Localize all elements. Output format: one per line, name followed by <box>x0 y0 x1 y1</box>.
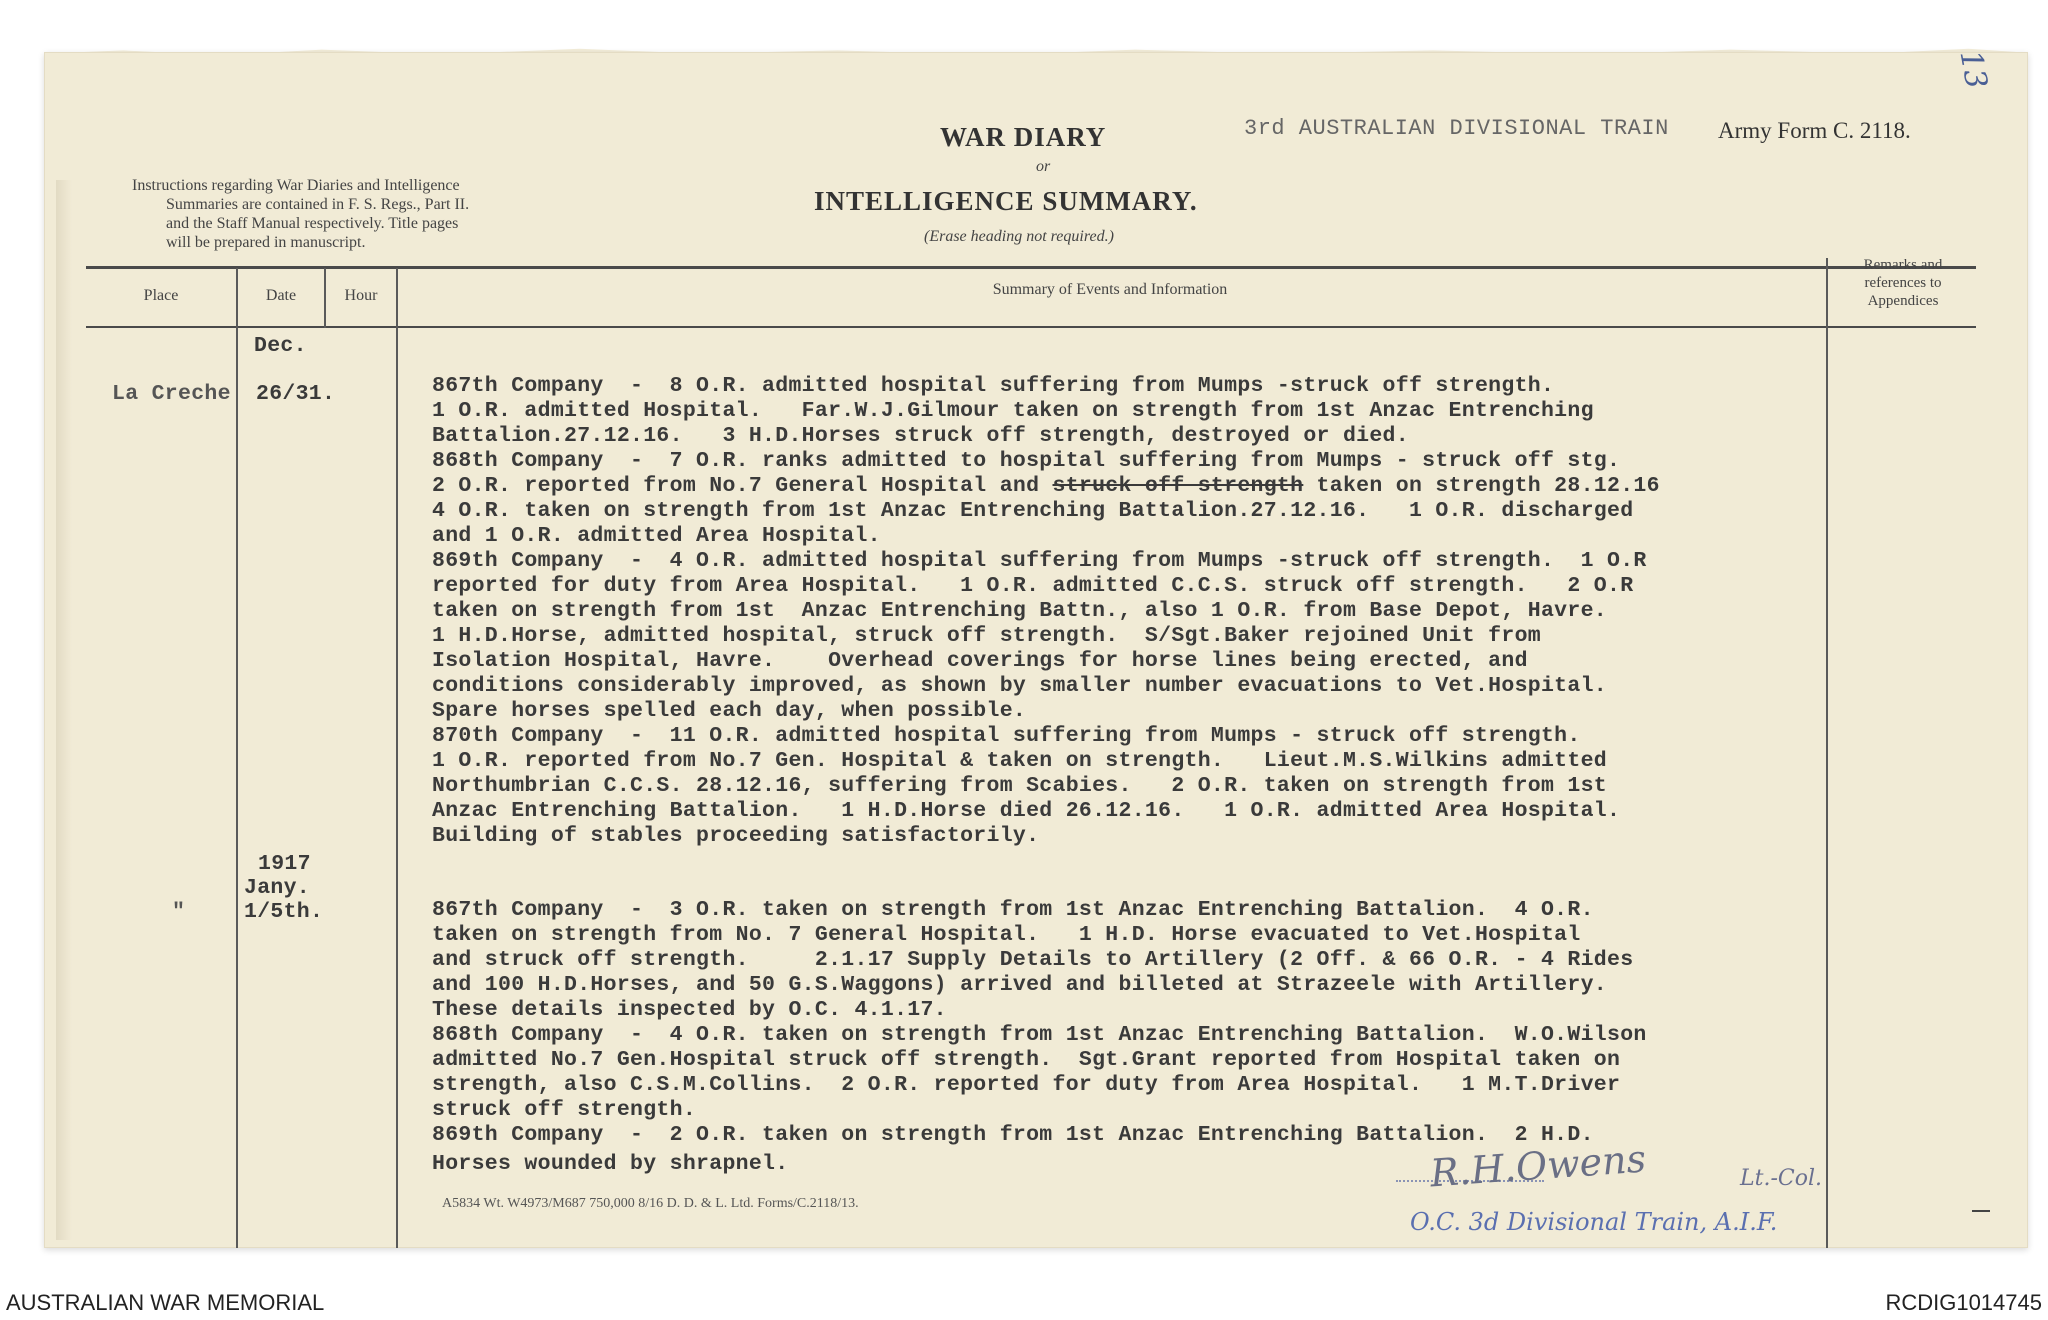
remarks-header-line: Remarks and <box>1863 257 1943 273</box>
diary-line: conditions considerably improved, as shown by smaller number evacuations to Vet.Hospital. <box>432 674 1607 698</box>
summary-block-january <box>432 898 1647 1177</box>
diary-line: 867th Company - 3 O.R. taken on strength from 1st Anzac Entrenching Battalion. 4 O.R. <box>432 898 1594 922</box>
form-print-line: A5834 Wt. W4973/M687 750,000 8/16 D. D. & L. Ltd. Forms/C.2118/13. <box>442 1196 859 1211</box>
diary-line: and 1 O.R. admitted Area Hospital. <box>432 524 881 548</box>
diary-line: struck off strength. <box>432 1098 697 1122</box>
archive-caption-left: AUSTRALIAN WAR MEMORIAL <box>6 1290 325 1315</box>
diary-line: 4 O.R. taken on strength from 1st Anzac Entrenching Battalion.27.12.16. 1 O.R. discharged <box>432 499 1634 523</box>
column-header-summary: Summary of Events and Information <box>992 281 1228 298</box>
signature: R.H.Owens <box>1428 1136 1648 1196</box>
diary-line: Spare horses spelled each day, when possible. <box>432 699 1027 723</box>
place-la-creche: La Creche <box>112 382 231 406</box>
date-year-1917: 1917 <box>258 852 311 876</box>
diary-line: and struck off strength. 2.1.17 Supply Details to Artillery (2 Off. & 66 O.R. - 4 Rides <box>432 948 1634 972</box>
signature-rank: Lt.-Col. <box>1740 1166 1822 1191</box>
summary-block-december <box>432 374 1660 849</box>
diary-line: Isolation Hospital, Havre. Overhead coverings for horse lines being erected, and <box>432 649 1528 673</box>
date-month-jany: Jany. <box>244 876 311 900</box>
diary-line: strength, also C.S.M.Collins. 2 O.R. reported for duty from Area Hospital. 1 M.T.Driver <box>432 1073 1621 1097</box>
signature-stamp: O.C. 3d Divisional Train, A.I.F. <box>1410 1208 1778 1236</box>
diary-line: admitted No.7 Gen.Hospital struck off strength. Sgt.Grant reported from Hospital taken on <box>432 1048 1621 1072</box>
diary-line: Anzac Entrenching Battalion. 1 H.D.Horse died 26.12.16. 1 O.R. admitted Area Hospital. <box>432 799 1621 823</box>
diary-line: Battalion.27.12.16. 3 H.D.Horses struck off strength, destroyed or died. <box>432 424 1409 448</box>
archive-caption-right: RCDIG1014745 <box>1885 1290 2042 1315</box>
diary-line <box>432 474 1660 499</box>
instructions-line: and the Staff Manual respectively. Title pages <box>166 215 459 232</box>
unit-stamp: 3rd AUSTRALIAN DIVISIONAL TRAIN <box>1244 116 1669 141</box>
column-divider <box>236 268 238 1248</box>
diary-line: Building of stables proceeding satisfactorily. <box>432 824 1040 848</box>
diary-line-end: taken on strength 28.12.16 <box>1303 474 1660 498</box>
diary-line: 870th Company - 11 O.R. admitted hospital suffering from Mumps - struck off strength. <box>432 724 1581 748</box>
column-divider <box>396 268 398 1248</box>
page-shadow <box>56 180 72 1240</box>
diary-line: 1 H.D.Horse, admitted hospital, struck off strength. S/Sgt.Baker rejoined Unit from <box>432 624 1541 648</box>
diary-line: Northumbrian C.C.S. 28.12.16, suffering from Scabies. 2 O.R. taken on strength from 1st <box>432 774 1607 798</box>
diary-line: reported for duty from Area Hospital. 1 O.R. admitted C.C.S. struck off strength. 2 O.R <box>432 574 1634 598</box>
diary-line: Horses wounded by shrapnel. <box>432 1152 789 1176</box>
remarks-header-line: references to <box>1864 275 1942 291</box>
column-divider <box>324 268 326 328</box>
diary-line: 867th Company - 8 O.R. admitted hospital suffering from Mumps -struck off strength. <box>432 374 1555 398</box>
diary-line: 1 O.R. admitted Hospital. Far.W.J.Gilmour taken on strength from 1st Anzac Entrenching <box>432 399 1594 423</box>
margin-tick-mark <box>1972 1210 1990 1212</box>
instructions-block <box>132 176 592 252</box>
remarks-header-line: Appendices <box>1867 293 1939 309</box>
army-form-label: Army Form C. 2118. <box>1718 118 1911 143</box>
date-range-1: 26/31. <box>256 382 336 406</box>
place-ditto: " <box>172 900 186 924</box>
instructions-line: will be prepared in manuscript. <box>166 234 366 251</box>
diary-line: and 100 H.D.Horses, and 50 G.S.Waggons) arrived and billeted at Strazeele with Artillery. <box>432 973 1607 997</box>
table-header-rule <box>86 326 1976 328</box>
table-top-rule <box>86 266 1976 269</box>
page-number-mark: 13 <box>1952 47 1994 92</box>
form-title-war-diary: WAR DIARY <box>940 122 1107 152</box>
diary-line: 1 O.R. reported from No.7 Gen. Hospital & taken on strength. Lieut.M.S.Wilkins admitted <box>432 749 1607 773</box>
diary-line-start: 2 O.R. reported from No.7 General Hospital and <box>432 474 1053 498</box>
column-header-date: Date <box>265 287 297 304</box>
diary-line: 869th Company - 4 O.R. admitted hospital suffering from Mumps -struck off strength. 1 O.R <box>432 549 1647 573</box>
date-month-dec: Dec. <box>254 334 307 358</box>
diary-line: taken on strength from No. 7 General Hospital. 1 H.D. Horse evacuated to Vet.Hospital <box>432 923 1581 947</box>
column-header-hour: Hour <box>344 287 378 304</box>
diary-line: These details inspected by O.C. 4.1.17. <box>432 998 947 1022</box>
column-header-remarks <box>1830 256 1976 310</box>
diary-line: 868th Company - 7 O.R. ranks admitted to hospital suffering from Mumps - struck off stg. <box>432 449 1621 473</box>
form-title-intelligence-summary: INTELLIGENCE SUMMARY. <box>814 186 1198 216</box>
date-range-2: 1/5th. <box>244 900 324 924</box>
column-divider <box>1826 258 1828 1248</box>
column-header-place: Place <box>143 287 179 304</box>
form-title-or: or <box>1036 158 1051 175</box>
diary-line: 869th Company - 2 O.R. taken on strength from 1st Anzac Entrenching Battalion. 2 H.D. <box>432 1123 1594 1147</box>
instructions-line: Summaries are contained in F. S. Regs., Part II. <box>166 196 470 213</box>
erase-heading-note: (Erase heading not required.) <box>924 228 1114 245</box>
diary-line: 868th Company - 4 O.R. taken on strength from 1st Anzac Entrenching Battalion. W.O.Wilson <box>432 1023 1647 1047</box>
instructions-line: Instructions regarding War Diaries and Intelligence <box>132 177 460 194</box>
diary-line: taken on strength from 1st Anzac Entrenching Battn., also 1 O.R. from Base Depot, Havre. <box>432 599 1607 623</box>
struck-out-text: struck off strength <box>1052 474 1304 498</box>
